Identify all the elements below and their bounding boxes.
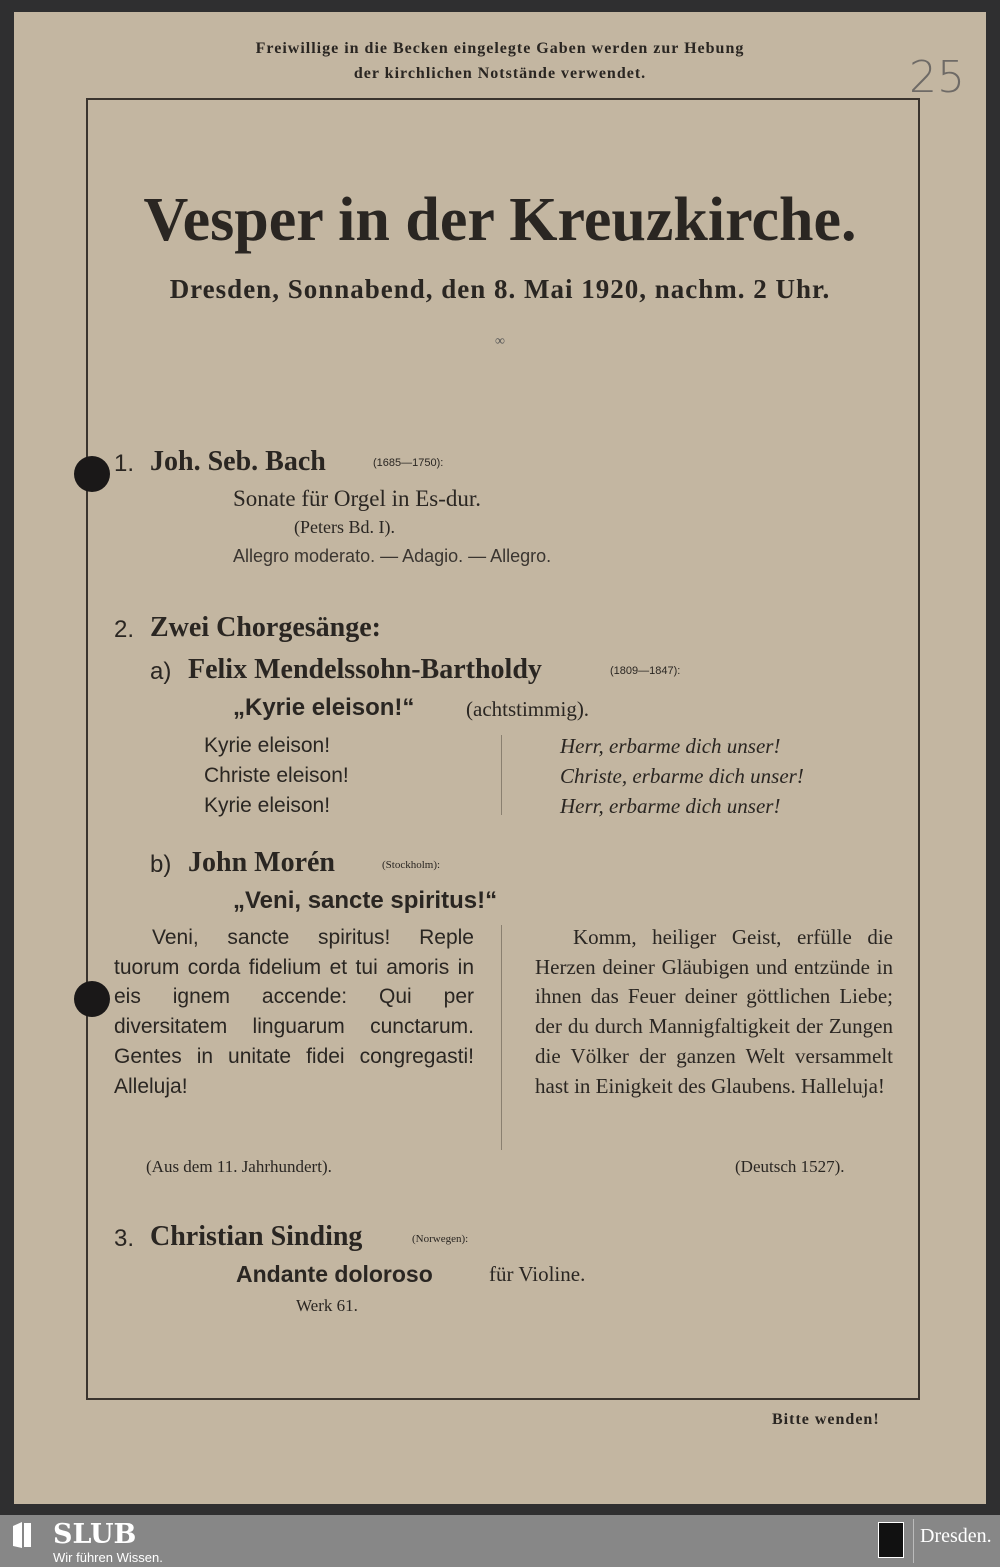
punch-hole (74, 456, 110, 492)
movements: Allegro moderato. — Adagio. — Allegro. (233, 546, 552, 566)
composer-origin: (Stockholm): (382, 859, 441, 871)
latin-text (204, 731, 349, 821)
work-title: Andante doloroso (236, 1261, 433, 1287)
dresden-coat-of-arms-icon (878, 1522, 904, 1558)
composer-name: Christian Sinding (150, 1221, 363, 1252)
section-heading: Zwei Chorgesänge: (150, 612, 381, 643)
work-note: (achtstimmig). (466, 697, 590, 721)
column-divider (501, 925, 502, 1150)
notice-line: der kirchlichen Notstände verwendet. (353, 65, 647, 82)
composer-origin: (Norwegen): (412, 1233, 469, 1245)
latin-text: Veni, sancte spiritus! Reple tuorum corda fidelium et tui amoris in eis ignem accende: Qui per diversitatem linguarum cunctarum. Gentes in unitate fidei congregasti! Alleluja! (114, 926, 474, 1098)
donation-notice (14, 36, 986, 86)
german-source: (Deutsch 1527). (735, 1157, 845, 1176)
sub-label: b) (150, 851, 172, 878)
ornament: ∞ (495, 334, 505, 349)
slub-brand[interactable]: SLUB (53, 1519, 137, 1550)
composer-name: Felix Mendelssohn-Bartholdy (188, 654, 542, 685)
turn-over-note: Bitte wenden! (772, 1411, 880, 1428)
composer-name: Joh. Seb. Bach (150, 446, 326, 477)
composer-dates: (1685—1750): (373, 457, 444, 469)
text-line: Kyrie eleison! (204, 794, 331, 817)
dresden-logo[interactable]: Dresden. (920, 1525, 992, 1547)
slub-tagline: Wir führen Wissen. (53, 1550, 163, 1565)
text-line: Herr, erbarme dich unser! (560, 734, 781, 758)
text-line: Christe eleison! (204, 764, 349, 787)
edition: (Peters Bd. I). (294, 517, 395, 537)
work-title: Sonate für Orgel in Es-dur. (233, 486, 482, 511)
latin-source: (Aus dem 11. Jahrhundert). (146, 1157, 332, 1176)
sub-label: a) (150, 658, 172, 685)
archive-number: 25 (909, 52, 965, 103)
punch-hole (74, 981, 110, 1017)
text-line: Herr, erbarme dich unser! (560, 794, 781, 818)
text-line: Christe, erbarme dich unser! (560, 764, 804, 788)
subtitle: Dresden, Sonnabend, den 8. Mai 1920, nachm. 2 Uhr. (169, 274, 831, 304)
page-title: Vesper in der Kreuzkirche. (143, 186, 857, 254)
footer-bar (0, 1515, 1000, 1567)
column-divider (501, 735, 502, 815)
composer-name: John Morén (188, 847, 335, 878)
composer-dates: (1809—1847): (610, 665, 681, 677)
work-suffix: für Violine. (489, 1262, 586, 1286)
german-text: Komm, heiliger Geist, erfülle die Herzen deiner Gläubigen und entzünde in ihnen das Feuer deiner göttlichen Liebe; der du durch Mannigfaltigkeit der Zungen die Völker der ganzen Welt versammelt hast in Einigkeit des Glaubens. Halleluja! (535, 925, 893, 1098)
footer-divider (913, 1519, 914, 1563)
item-number: 1. (114, 450, 135, 477)
german-text (560, 731, 804, 821)
opus: Werk 61. (296, 1296, 358, 1315)
text-line: Kyrie eleison! (204, 734, 331, 757)
notice-line: Freiwillige in die Becken eingelegte Gaben werden zur Hebung (255, 40, 745, 57)
item-number: 2. (114, 616, 135, 643)
item-number: 3. (114, 1225, 135, 1252)
work-title: „Kyrie eleison!“ (233, 694, 415, 721)
slub-logo-icon (10, 1520, 38, 1550)
work-title: „Veni, sancte spiritus!“ (233, 887, 498, 914)
